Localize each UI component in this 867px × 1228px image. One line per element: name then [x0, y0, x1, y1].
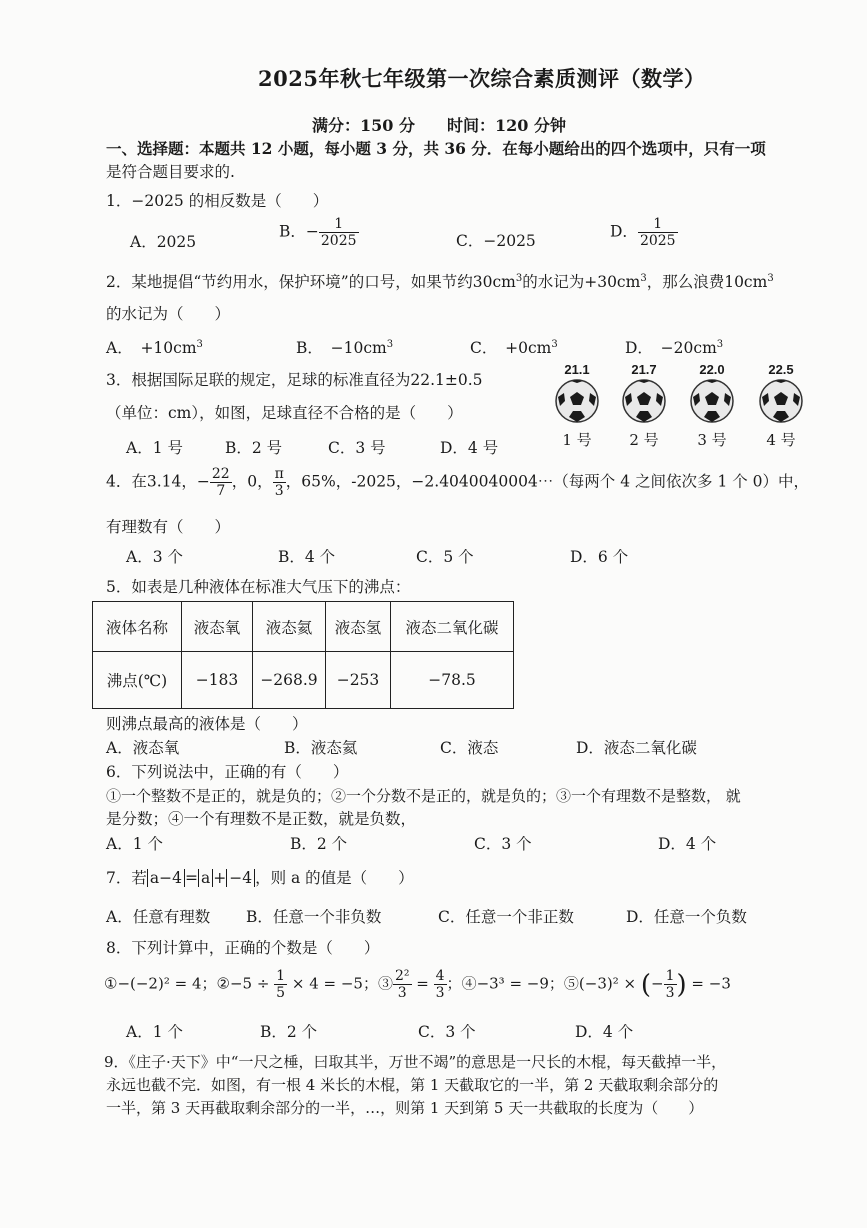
table-header-cell: 液态氧: [182, 602, 253, 652]
q8-expr-5: ⑤(−3)² ×: [563, 974, 641, 993]
q4-option-c: C．5 个: [416, 548, 474, 566]
q8-fraction: [274, 968, 287, 1001]
ball-label: 3 号: [697, 431, 727, 449]
q7-option-c: C．任意一个非正数: [438, 908, 574, 926]
q2-stem-part: ，那么浪费: [646, 273, 725, 291]
q1-b-fraction: [319, 216, 359, 249]
absolute-value-expr: a−4: [147, 869, 185, 887]
q8-option-a: A．1 个: [126, 1023, 183, 1041]
q1-option-c: C．−2025: [456, 232, 536, 250]
q3-option-c: C．3 号: [328, 439, 386, 457]
fraction-denominator: 2025: [320, 233, 357, 250]
q2-volume-1: 30cm: [472, 273, 516, 291]
exponent: 3: [196, 338, 203, 350]
absolute-value-expr: −4: [226, 869, 255, 887]
question-9-line1: 9．《庄子·天下》中“一尺之棰，曰取其半，万世不竭”的意思是一尺长的木棍，每天截掉一半，: [104, 1053, 727, 1071]
soccer-ball-1: [547, 362, 607, 450]
ball-label: 2 号: [629, 431, 659, 449]
table-cell: −253: [326, 652, 391, 709]
question-6-line2: 是分数；④一个有理数不是正数，就是负数，: [106, 810, 417, 828]
q7-suffix: ，则 a 的值是（ ）: [255, 869, 414, 887]
q6-option-c: C．3 个: [474, 835, 532, 853]
q4-fraction-pi-3: [273, 466, 286, 499]
question-2-stem: [106, 270, 774, 292]
exponent: 3: [767, 272, 774, 284]
q2-b-text: B． −10cm: [296, 339, 387, 357]
q1-d-fraction: [638, 216, 678, 249]
q4-option-b: B．4 个: [278, 548, 336, 566]
question-4-line2: 有理数有（ ）: [106, 518, 231, 536]
q4-stem-part: 4．在3.14，−: [106, 472, 210, 491]
soccer-ball-2: [614, 362, 674, 450]
q7-option-b: B．任意一个非负数: [246, 908, 382, 926]
ball-diameter: 22.5: [768, 362, 794, 377]
q8-expr-3-eq: =: [411, 974, 434, 993]
fraction-denominator: 5: [276, 985, 286, 1002]
table-cell: −268.9: [253, 652, 326, 709]
q8-option-c: C．3 个: [418, 1023, 476, 1041]
section-heading-cont: 是符合题目要求的.: [106, 163, 235, 181]
table-header-cell: 液态二氧化碳: [391, 602, 514, 652]
right-paren: ): [676, 969, 687, 1000]
exponent: 3: [386, 338, 394, 350]
q8-fraction: [434, 968, 447, 1001]
table-header-cell: 液体名称: [93, 602, 182, 652]
soccer-ball-3: [682, 362, 742, 450]
q1-option-d: [610, 216, 678, 249]
question-9-line3: 一半，第 3 天再截取剩余部分的一半，…，则第 1 天到第 5 天一共截取的长度为（ ）: [106, 1099, 704, 1117]
soccer-ball-icon: [620, 377, 668, 425]
question-5-stem: 5．如表是几种液体在标准大气压下的沸点：: [106, 578, 411, 596]
q2-option-d: [625, 336, 723, 358]
q8-fraction: [664, 968, 677, 1001]
fraction-denominator: 3: [435, 985, 445, 1002]
question-7-stem: [106, 866, 414, 888]
q2-option-b: [296, 336, 393, 358]
soccer-ball-icon: [688, 377, 736, 425]
q2-stem-part: 的水记为: [522, 273, 585, 291]
soccer-ball-icon: [757, 377, 805, 425]
soccer-ball-icon: [553, 377, 601, 425]
q3-option-a: A．1 号: [126, 439, 183, 457]
q8-option-d: D．4 个: [575, 1023, 634, 1041]
q6-option-a: A．1 个: [106, 835, 163, 853]
q5-option-d: D．液态二氧化碳: [576, 739, 697, 757]
q8-expr-4: ④−3³ = −9；: [461, 974, 564, 993]
q2-volume-3: 10cm: [724, 273, 768, 291]
q1-b-prefix: B．−: [279, 222, 319, 241]
fraction-numerator: 1: [319, 216, 359, 233]
fraction-numerator: 22: [211, 466, 230, 482]
table-row-label: 沸点(℃): [93, 652, 182, 709]
q8-expr-3: ③: [377, 974, 393, 993]
ball-diameter: 21.1: [564, 362, 590, 377]
ball-label: 4 号: [766, 431, 796, 449]
q2-stem-part: 2．某地提倡“节约用水，保护环境”的口号，如果节约: [106, 273, 473, 291]
section-heading: 一、选择题：本题共 12 小题，每小题 3 分，共 36 分．在每小题给出的四个选项中，只有一项: [106, 139, 766, 158]
boiling-point-table: [92, 601, 514, 709]
q8-expr-2-tail: × 4 = −5；: [287, 974, 378, 993]
exponent: 3: [515, 272, 523, 284]
fraction-denominator: 3: [665, 985, 675, 1002]
fraction-numerator: 1: [276, 968, 286, 984]
q7-option-d: D．任意一个负数: [626, 908, 747, 926]
q4-option-d: D．6 个: [570, 548, 629, 566]
q2-d-text: D． −20cm: [625, 339, 717, 357]
question-3-line1: 3．根据国际足联的规定，足球的标准直径为22.1±0.5: [106, 371, 483, 389]
ball-diameter: 22.0: [699, 362, 725, 377]
fraction-denominator: 2025: [639, 233, 676, 250]
table-cell: −78.5: [391, 652, 514, 709]
fraction-numerator: 2²: [394, 968, 410, 984]
q2-option-a: [106, 336, 203, 358]
question-5-after: 则沸点最高的液体是（ ）: [106, 715, 308, 733]
fraction-numerator: 4: [435, 968, 445, 984]
page-title: 2025年秋七年级第一次综合素质测评（数学）: [258, 66, 706, 91]
q2-a-text: A． +10cm: [106, 339, 197, 357]
q8-option-b: B．2 个: [260, 1023, 318, 1041]
soccer-ball-4: [751, 362, 811, 450]
ball-label: 1 号: [562, 431, 592, 449]
question-9-line2: 永远也截不完．如图，有一根 4 米长的木棍，第 1 天截取它的一半，第 2 天截取剩余部分的: [106, 1076, 719, 1094]
left-paren: (: [640, 969, 651, 1000]
q5-option-b: B．液态氦: [284, 739, 358, 757]
page-subtitle: 满分：150 分 时间：120 分钟: [312, 116, 566, 135]
q5-option-c: C．液态: [440, 739, 499, 757]
fraction-denominator: 3: [397, 985, 407, 1002]
question-3-line2: （单位：cm），如图，足球直径不合格的是（ ）: [106, 404, 463, 422]
q7-option-a: A．任意有理数: [106, 908, 211, 926]
equals-sign: =: [184, 869, 198, 887]
q3-option-d: D．4 号: [440, 439, 499, 457]
fraction-numerator: 1: [638, 216, 678, 233]
exponent: 3: [716, 338, 724, 350]
q5-option-a: A．液态氧: [106, 739, 180, 757]
question-8-stem: 8．下列计算中，正确的个数是（ ）: [106, 939, 380, 957]
ball-diameter: 21.7: [631, 362, 657, 377]
question-6-line1: ①一个整数不是正的，就是负的；②一个分数不是正的，就是负的；③一个有理数不是整数， 就: [106, 787, 741, 805]
fraction-denominator: 7: [216, 483, 226, 500]
q8-expr-3-tail: ；: [446, 974, 462, 993]
q2-volume-2: +30cm: [584, 273, 641, 291]
q3-option-b: B．2 号: [225, 439, 283, 457]
table-row: [93, 652, 514, 709]
table-cell: −183: [182, 652, 253, 709]
question-8-expressions: ①−(−2)² = 4；②−5 ÷ $\frac{1}{5}$ × 4 = −5；③ $\frac{\text{2²}}{3}$ = $\frac{4}{3}$ ；④−3³ = −9；⑤(−3)² × (− $\frac{1}{3}$ ) = −3: [104, 968, 731, 1002]
plus-sign: +: [213, 869, 227, 887]
q7-prefix: 7．若: [106, 869, 147, 887]
exponent: 3: [640, 272, 647, 284]
q8-expr-5-tail: = −3: [686, 974, 731, 993]
table-header-cell: 液态氢: [326, 602, 391, 652]
question-2-line2: 的水记为（ ）: [106, 305, 231, 323]
q4-option-a: A．3 个: [126, 548, 183, 566]
q2-c-text: C． +0cm: [470, 339, 552, 357]
q8-expr-1: ①−(−2)² = 4；: [104, 974, 217, 993]
q8-expr-2: ②−5 ÷: [216, 974, 275, 993]
question-4-stem: [106, 466, 809, 499]
q4-stem-part: ，0，: [231, 472, 273, 491]
exponent: 3: [551, 338, 558, 350]
table-header-row: [93, 602, 514, 652]
q1-option-b: [279, 216, 359, 249]
q1-option-a: A．2025: [130, 233, 197, 251]
question-1-stem: 1．−2025 的相反数是（ ）: [106, 192, 329, 210]
q6-option-b: B．2 个: [290, 835, 348, 853]
q8-fraction: [393, 968, 412, 1001]
q6-option-d: D．4 个: [658, 835, 717, 853]
fraction-numerator: π: [274, 466, 284, 482]
q4-stem-part: ，65%，-2025，−2.4040040004⋯（每两个 4 之间依次多 1 个 0）中，: [285, 472, 810, 491]
table-header-cell: 液态氦: [253, 602, 326, 652]
question-6-stem: 6．下列说法中，正确的有（ ）: [106, 763, 349, 781]
absolute-value-expr: a: [198, 869, 213, 887]
q4-fraction-22-7: [210, 466, 232, 499]
q2-option-c: [470, 336, 558, 358]
q1-d-prefix: D．: [610, 222, 638, 241]
fraction-denominator: 3: [274, 483, 284, 500]
fraction-numerator: 1: [665, 968, 675, 984]
